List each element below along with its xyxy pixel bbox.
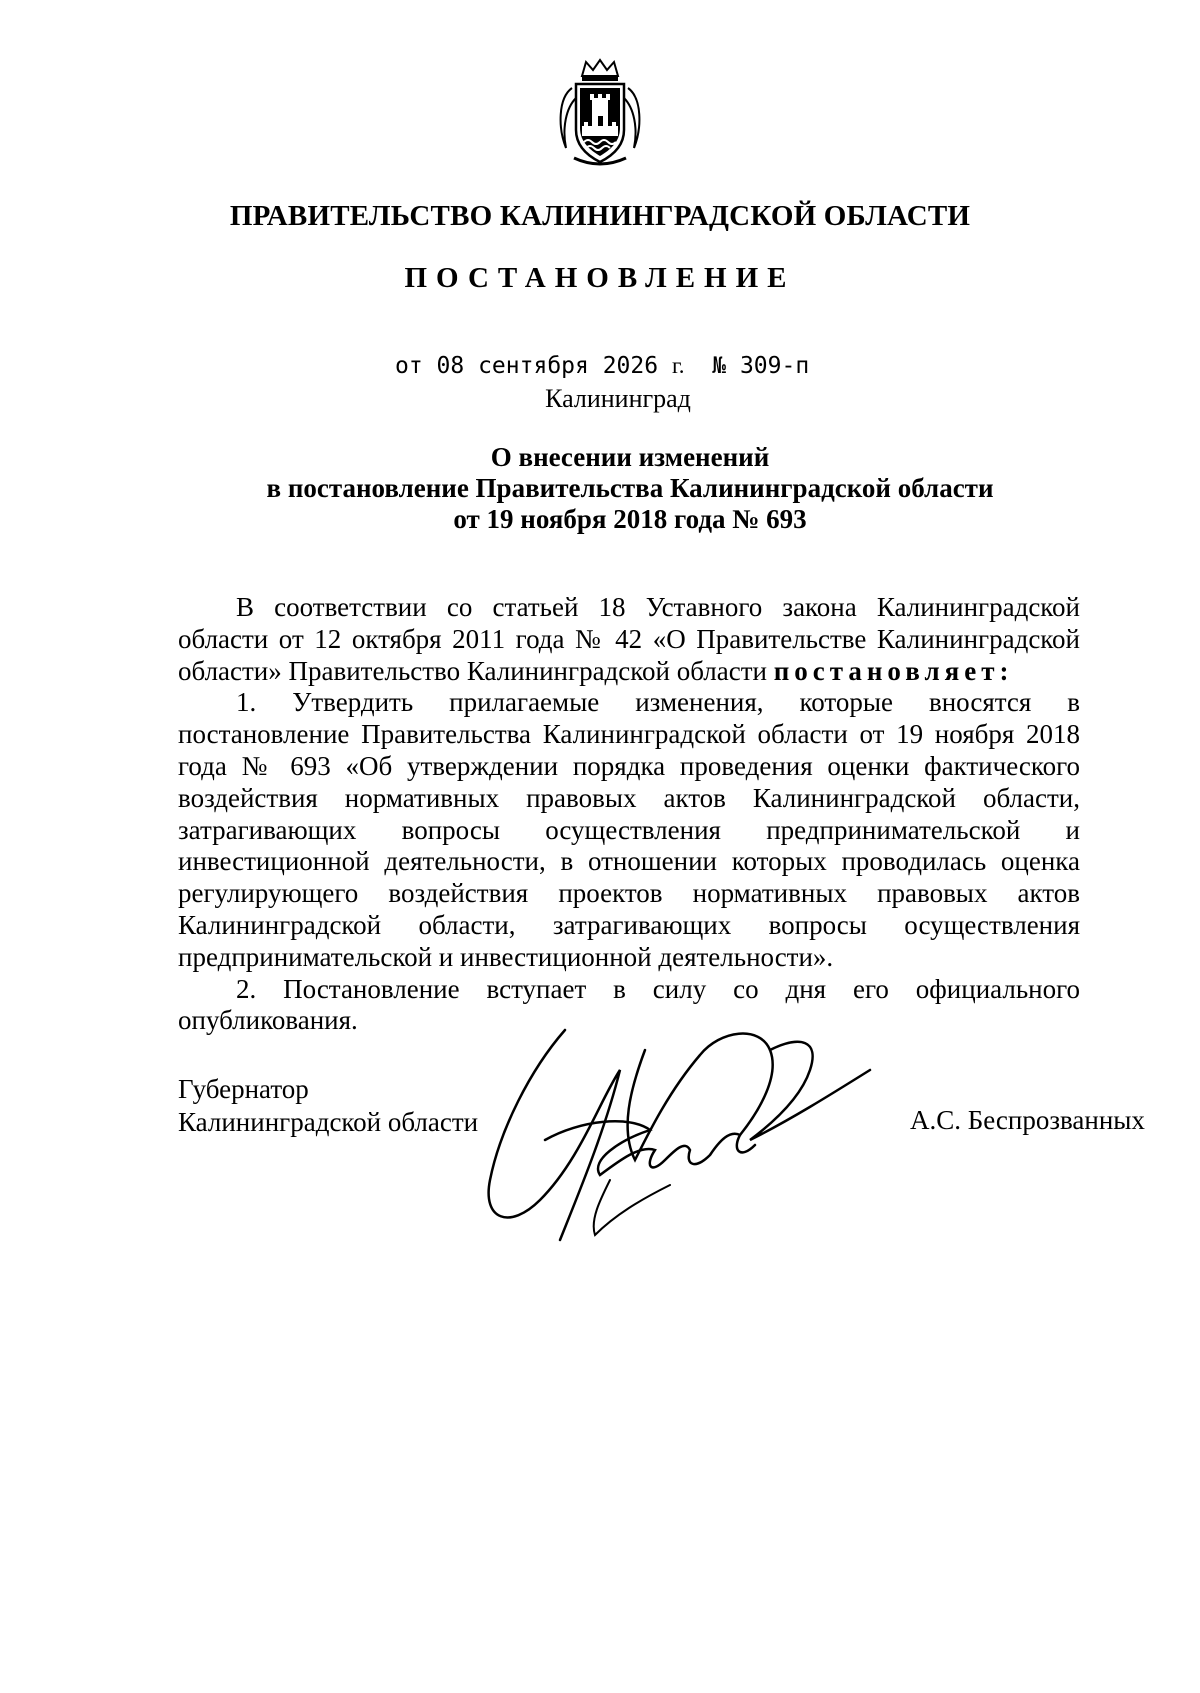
document-subject bbox=[250, 442, 1010, 535]
subject-line: в постановление Правительства Калининградской области bbox=[266, 473, 994, 503]
year-suffix: г. bbox=[671, 353, 685, 378]
signatory-name: А.С. Беспрозванных bbox=[910, 1105, 1145, 1135]
document-body bbox=[178, 592, 1080, 1037]
document-date: от 08 сентября 2026 bbox=[395, 353, 659, 379]
city: Калининград bbox=[545, 384, 691, 413]
document-type: ПОСТАНОВЛЕНИЕ bbox=[404, 262, 796, 294]
issuing-authority: ПРАВИТЕЛЬСТВО КАЛИНИНГРАДСКОЙ ОБЛАСТИ bbox=[229, 200, 971, 232]
signatory-title bbox=[178, 1073, 478, 1139]
coat-of-arms-icon bbox=[552, 58, 648, 170]
signatory-title-line: Калининградской области bbox=[178, 1107, 479, 1137]
date-and-number bbox=[395, 353, 809, 379]
decree-word: постановляет: bbox=[773, 655, 1014, 686]
subject-line: от 19 ноября 2018 года № 693 bbox=[453, 504, 807, 534]
handwritten-signature bbox=[470, 1010, 890, 1250]
document-number: № 309-п bbox=[712, 353, 810, 379]
item-2-paragraph: 2. Постановление вступает в силу со дня его официального опубликования. bbox=[178, 973, 1080, 1036]
item-1-paragraph: 1. Утвердить прилагаемые изменения, которые вносятся в постановление Правительства Калининградской области от 19 ноября 2018 года № 693 «Об утверждении порядка проведения оценки фактического воздействия нормативных правовых актов Калининградской области, затрагивающих вопросы осуществления предпринимательской и инвестиционной деятельности, в отношении которых проводилась оценка регулирующего воздействия проектов нормативных правовых актов Калининградской области, затрагивающих вопросы осуществления предпринимательской и инвестиционной деятельности». bbox=[178, 687, 1080, 972]
preamble-text: В соответствии со статьей 18 Уставного закона Калининградской области от 12 октября 2011 года № 42 «О Правительстве Калининградской области» Правительство Калининградской области bbox=[178, 592, 1080, 686]
signatory-title-line: Губернатор bbox=[178, 1074, 309, 1104]
subject-line: О внесении изменений bbox=[490, 442, 770, 472]
preamble-paragraph bbox=[178, 592, 1080, 687]
